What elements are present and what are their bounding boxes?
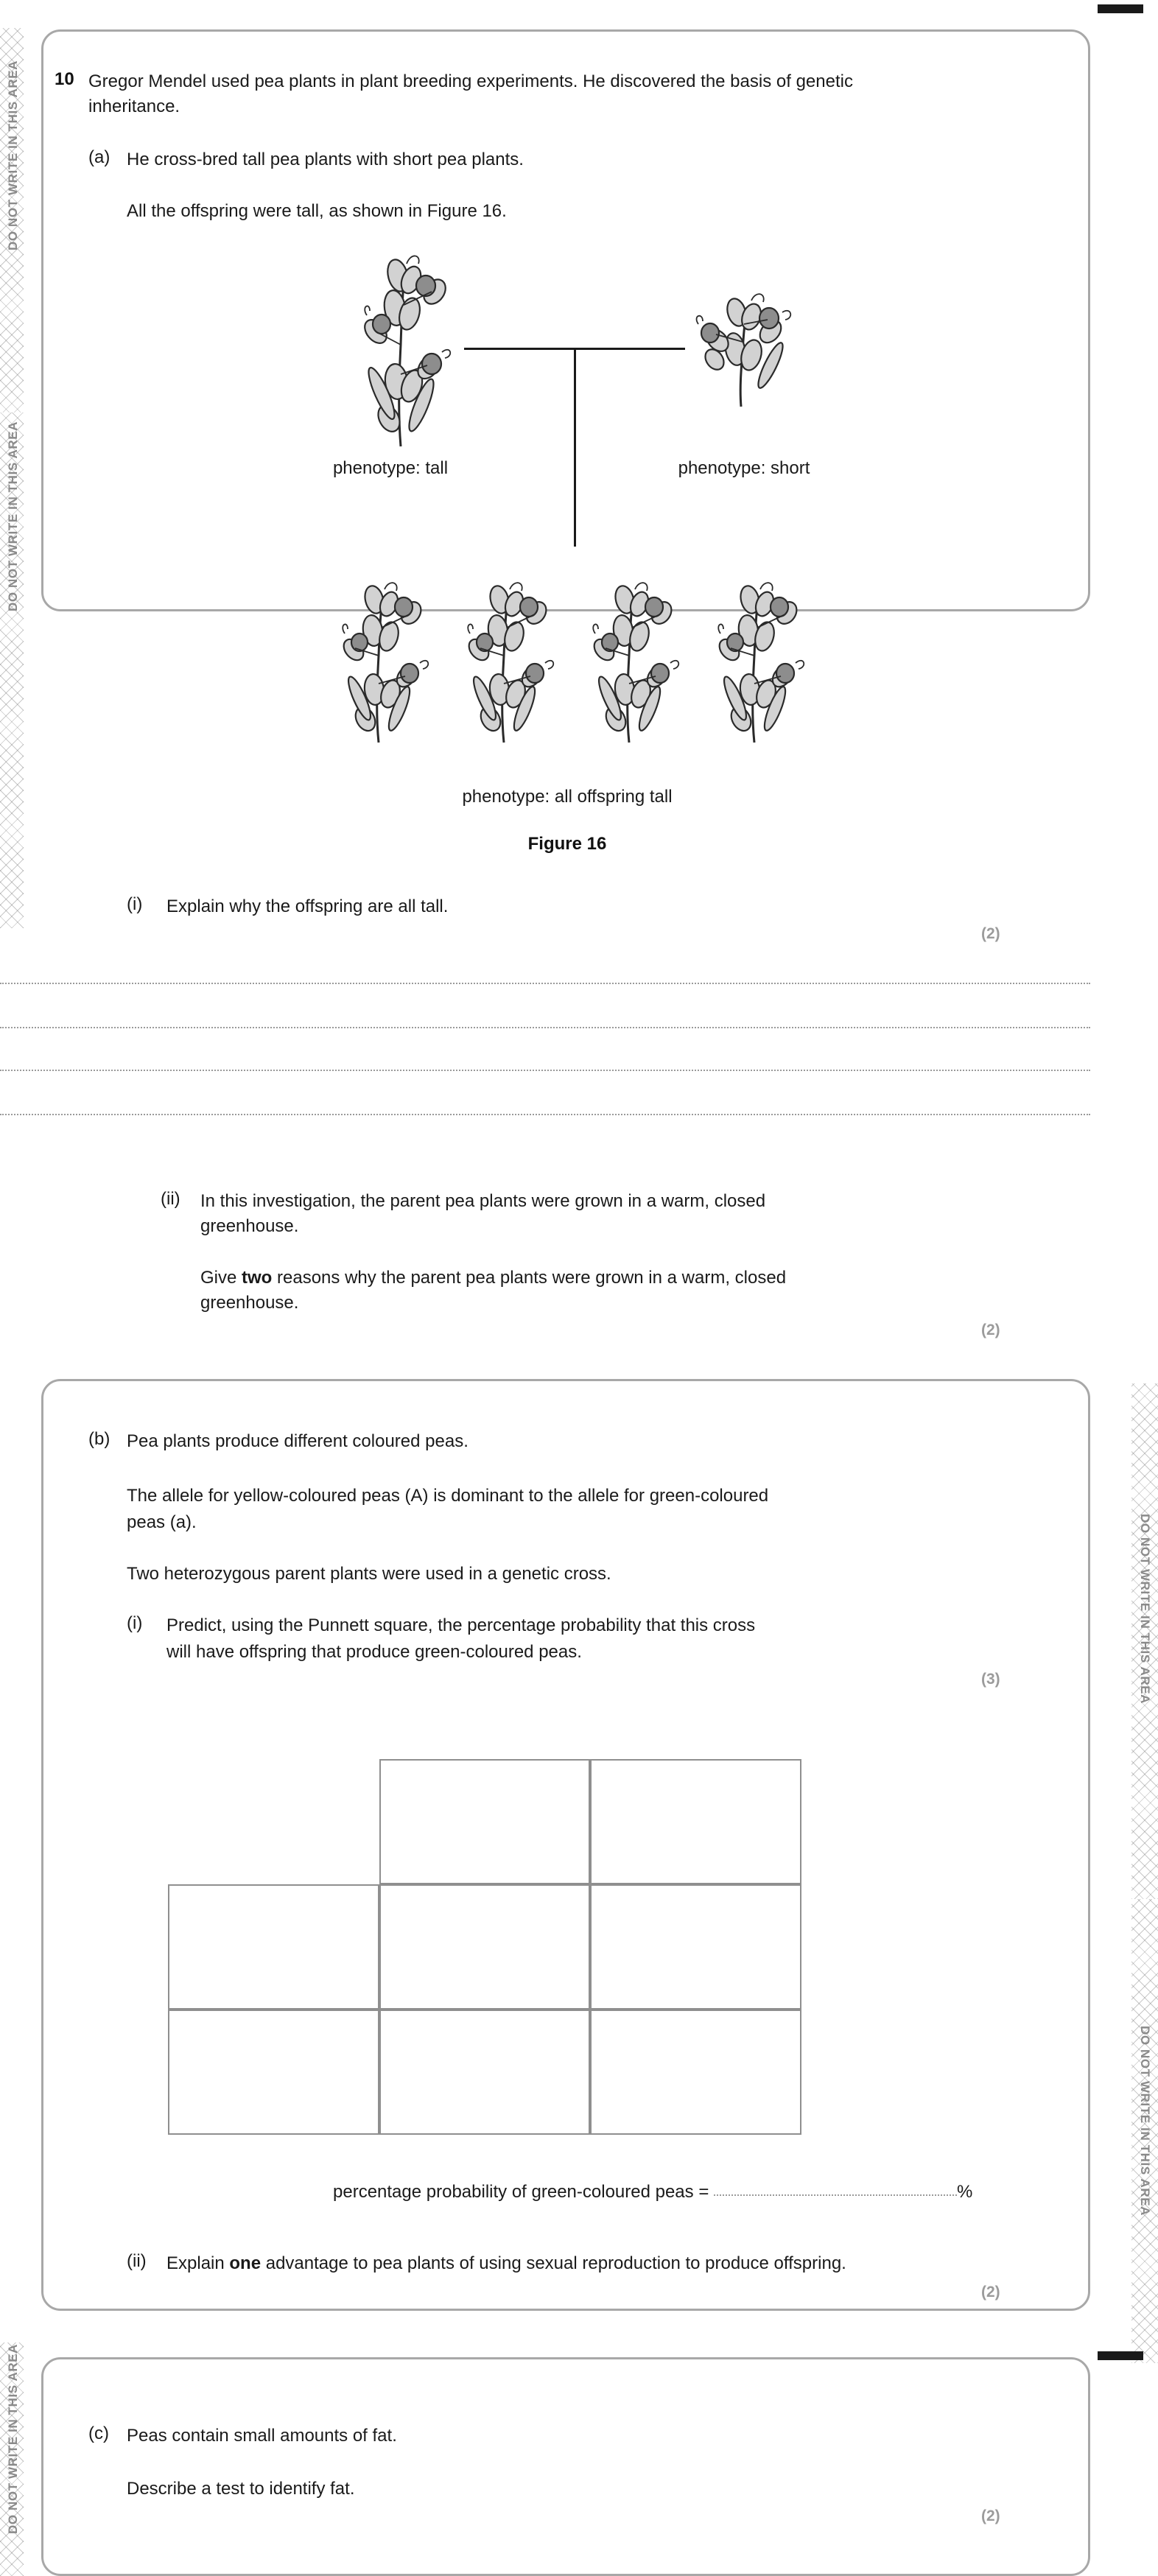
cross-vertical-line [574, 348, 576, 547]
part-a-i-label: (i) [127, 894, 143, 914]
part-b-label: (b) [88, 1429, 110, 1449]
offspring-phenotype-label: phenotype: all offspring tall [462, 787, 673, 807]
punnett-cell-r3c3[interactable] [590, 2010, 801, 2135]
answer-rule-4[interactable] [0, 1114, 1090, 1115]
part-a-label: (a) [88, 147, 110, 167]
parent-short-plant-illustration [685, 278, 801, 408]
offspring-plant-3 [575, 567, 685, 744]
left-margin-note-2: DO NOT WRITE IN THIS AREA [6, 421, 20, 611]
part-c-label: (c) [88, 2424, 109, 2443]
percentage-answer-line[interactable] [333, 2182, 972, 2203]
part-b-line2a: The allele for yellow-coloured peas (A) is dominant to the allele for green-coloured [127, 1486, 769, 1506]
part-b-line2b: peas (a). [127, 1512, 197, 1532]
part-b-i-marks: (3) [981, 1671, 1000, 1688]
question-number: 10 [55, 69, 74, 89]
percentage-answer-prompt: percentage probability of green-coloured peas = [333, 2182, 709, 2202]
part-a-ii-text-line2: greenhouse. [200, 1216, 299, 1236]
explain-one-bold: one [229, 2253, 262, 2273]
part-b-ii-label: (ii) [127, 2251, 147, 2271]
give-two-bold: two [242, 1268, 273, 1288]
bottom-right-bar [1098, 2351, 1143, 2360]
explain-one-pre: Explain [166, 2253, 230, 2273]
part-c-line1: Peas contain small amounts of fat. [127, 2426, 397, 2446]
percentage-answer-input[interactable] [714, 2194, 957, 2196]
punnett-cell-r1c2[interactable] [379, 1759, 591, 1884]
part-b-line3: Two heterozygous parent plants were used in a genetic cross. [127, 1564, 611, 1584]
punnett-cell-r1c3[interactable] [590, 1759, 801, 1884]
punnett-square[interactable] [168, 1759, 801, 2135]
offspring-plant-2 [449, 567, 560, 744]
part-a-ii-text-line4: greenhouse. [200, 1293, 299, 1313]
answer-rule-2[interactable] [0, 1027, 1090, 1028]
give-two-pre: Give [200, 1268, 242, 1288]
answer-rule-3[interactable] [0, 1070, 1090, 1071]
percentage-answer-unit: % [957, 2182, 973, 2202]
part-a-line2: All the offspring were tall, as shown in Figure 16. [127, 201, 507, 221]
part-b-i-text-line1: Predict, using the Punnett square, the percentage probability that this cross [166, 1615, 756, 1635]
part-a-line1: He cross-bred tall pea plants with short pea plants. [127, 150, 524, 169]
question-stem: Gregor Mendel used pea plants in plant breeding experiments. He discovered the basis of genetic inheritance. [88, 71, 853, 117]
punnett-cell-r2c1[interactable] [168, 1884, 379, 2010]
punnett-cell-r1c1 [168, 1759, 379, 1884]
explain-one-post: advantage to pea plants of using sexual reproduction to produce offspring. [261, 2253, 846, 2273]
part-b-i-text-line2: will have offspring that produce green-coloured peas. [166, 1642, 582, 1662]
left-margin-note-1: DO NOT WRITE IN THIS AREA [6, 60, 20, 250]
left-margin-note-3: DO NOT WRITE IN THIS AREA [6, 2343, 20, 2534]
part-b-ii-text [166, 2251, 1065, 2276]
right-margin-note-2: DO NOT WRITE IN THIS AREA [1138, 2026, 1152, 2217]
part-c-marks: (2) [981, 2507, 1000, 2524]
punnett-cell-r2c2[interactable] [379, 1884, 591, 2010]
parent-tall-phenotype-label: phenotype: tall [332, 458, 449, 478]
punnett-cell-r2c3[interactable] [590, 1884, 801, 2010]
top-right-bar [1098, 4, 1143, 13]
part-a-ii-give-two-line [200, 1266, 1055, 1291]
punnett-cell-r3c2[interactable] [379, 2010, 591, 2135]
part-b-i-label: (i) [127, 1613, 143, 1633]
parent-tall-plant-illustration [324, 234, 461, 448]
give-two-post: reasons why the parent pea plants were grown in a warm, closed [272, 1268, 787, 1288]
panel-part-c [41, 2357, 1090, 2576]
answer-rule-1[interactable] [0, 983, 1090, 984]
part-a-ii-text-line1: In this investigation, the parent pea plants were grown in a warm, closed [200, 1191, 766, 1211]
parent-short-phenotype-label: phenotype: short [678, 458, 810, 478]
right-margin-note-1: DO NOT WRITE IN THIS AREA [1138, 1514, 1152, 1705]
part-b-ii-marks: (2) [981, 2284, 1000, 2300]
punnett-cell-r3c1[interactable] [168, 2010, 379, 2135]
part-a-i-marks: (2) [981, 925, 1000, 942]
part-a-ii-label: (ii) [161, 1189, 180, 1209]
part-c-line2: Describe a test to identify fat. [127, 2479, 355, 2499]
offspring-plant-4 [700, 567, 810, 744]
offspring-plant-1 [324, 567, 435, 744]
part-a-i-text: Explain why the offspring are all tall. [166, 896, 449, 916]
part-b-line1: Pea plants produce different coloured peas. [127, 1431, 469, 1451]
figure-16-caption: Figure 16 [527, 834, 607, 854]
part-a-ii-marks: (2) [981, 1322, 1000, 1338]
